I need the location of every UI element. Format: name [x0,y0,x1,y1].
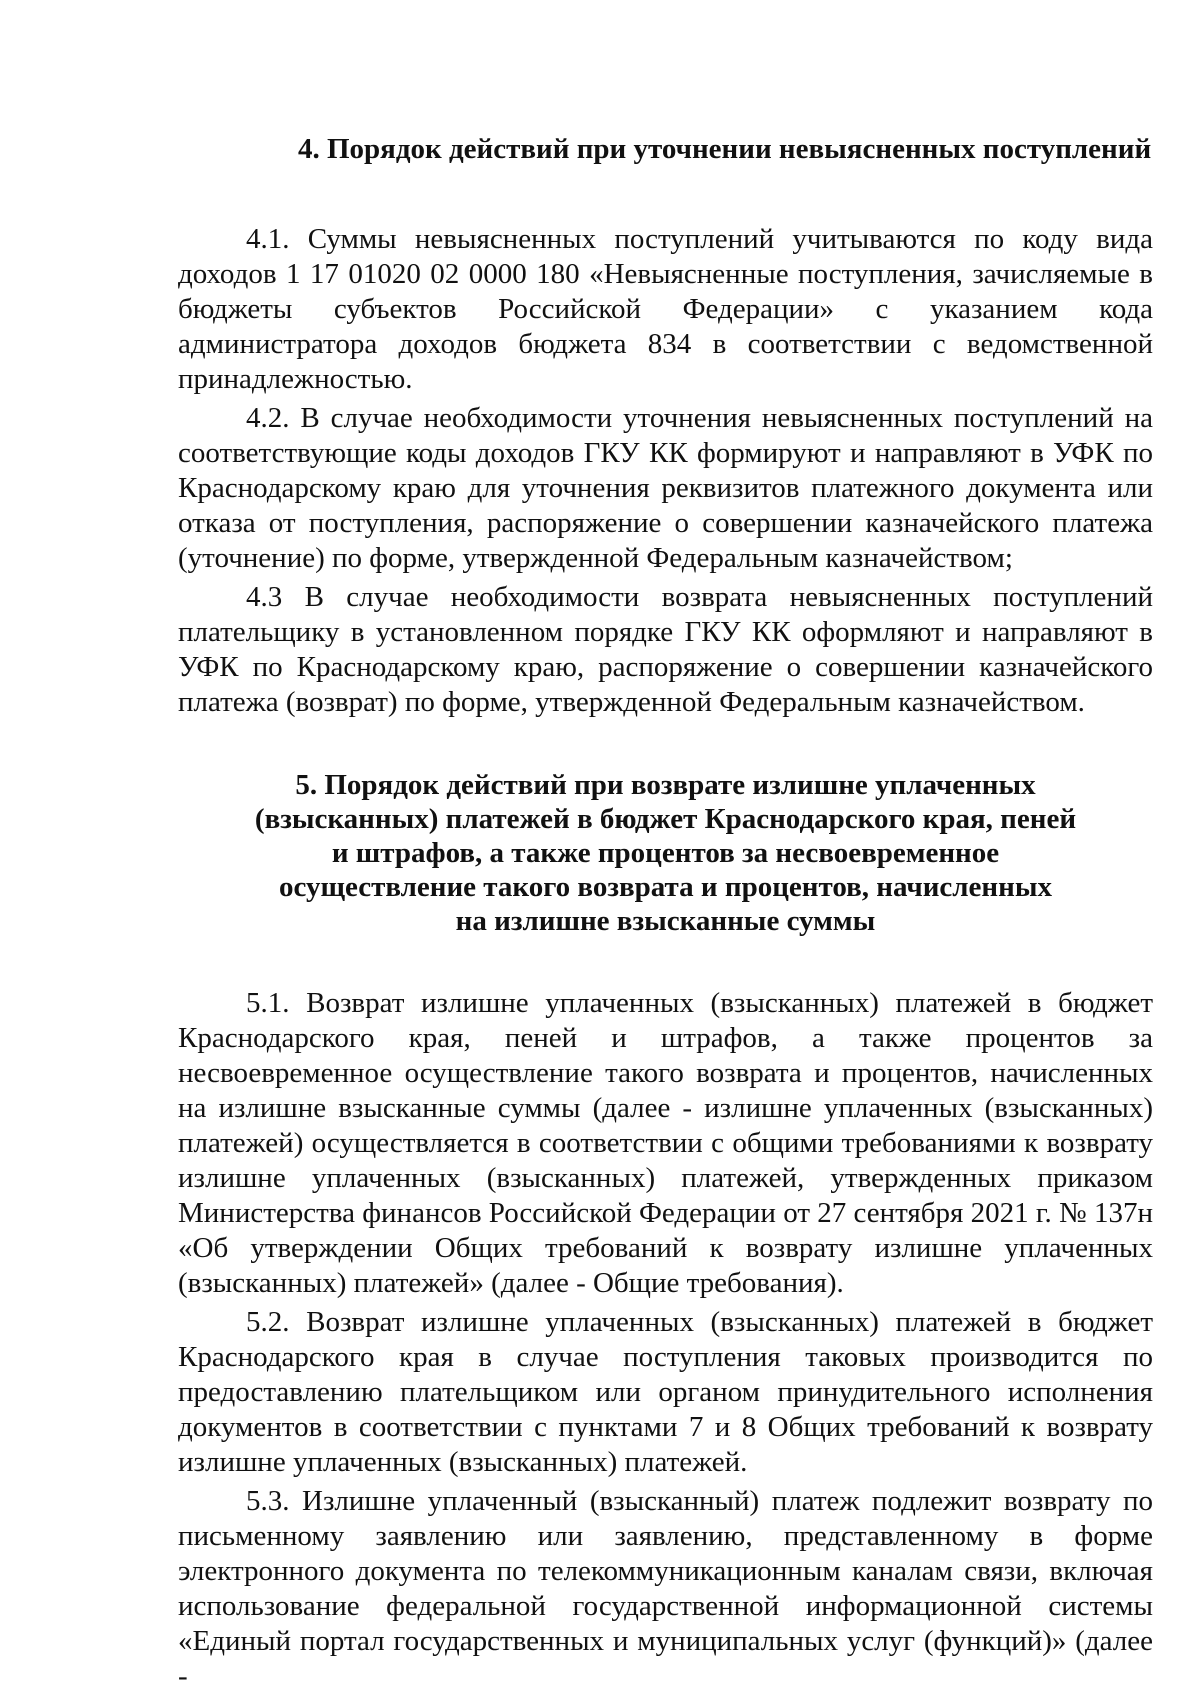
section-5-heading-line: (взысканных) платежей в бюджет Краснодарского края, пеней [254,803,1077,835]
section-4-heading: 4. Порядок действий при уточнении невыясненных поступлений [298,133,1152,165]
section-5-heading-line: осуществление такого возврата и процентов, начисленных [279,871,1052,903]
paragraph-5-3: 5.3. Излишне уплаченный (взысканный) платеж подлежит возврату по письменному заявлению или заявлению, представленному в форме электронного документа по телекоммуникационным каналам связи, включая использование федеральной государственной информационной системы «Единый портал государственных и муниципальных услуг (функций)» (далее - [178,1485,1153,1692]
paragraph-4-2: 4.2. В случае необходимости уточнения невыясненных поступлений на соответствующие коды доходов ГКУ КК формируют и направляют в УФК по Краснодарскому краю для уточнения реквизитов платежного документа или отказа от поступления, распоряжение о совершении казначейского платежа (уточнение) по форме, утвержденной Федеральным казначейством; [178,402,1153,574]
section-5-heading-line: 5. Порядок действий при возврате излишне уплаченных [295,769,1036,801]
section-5-heading [178,768,1153,938]
section-5-heading-line: на излишне взысканные суммы [455,905,876,937]
paragraph-5-1: 5.1. Возврат излишне уплаченных (взысканных) платежей в бюджет Краснодарского края, пеней и штрафов, а также процентов за несвоевременное осуществление такого возврата и процентов, начисленных на излишне взысканные суммы (далее - излишне уплаченных (взысканных) платежей) осуществляется в соответствии с общими требованиями к возврату излишне уплаченных (взысканных) платежей, утвержденных приказом Министерства финансов Российской Федерации от 27 сентября 2021 г. № 137н «Об утверждении Общих требований к возврату излишне уплаченных (взысканных) платежей» (далее - Общие требования). [178,987,1153,1299]
section-5-heading-line: и штрафов, а также процентов за несвоевременное [331,837,1000,869]
paragraph-5-2: 5.2. Возврат излишне уплаченных (взысканных) платежей в бюджет Краснодарского края в случае поступления таковых производится по предоставлению плательщиком или органом принудительного исполнения документов в соответствии с пунктами 7 и 8 Общих требований к возврату излишне уплаченных (взысканных) платежей. [178,1306,1153,1478]
paragraph-4-1: 4.1. Суммы невыясненных поступлений учитываются по коду вида доходов 1 17 01020 02 0000 180 «Невыясненные поступления, зачисляемые в бюджеты субъектов Российской Федерации» с указанием кода администратора доходов бюджета 834 в соответствии с ведомственной принадлежностью. [178,223,1153,395]
paragraph-4-3: 4.3 В случае необходимости возврата невыясненных поступлений плательщику в установленном порядке ГКУ КК оформляют и направляют в УФК по Краснодарскому краю, распоряжение о совершении казначейского платежа (возврат) по форме, утвержденной Федеральным казначейством. [178,581,1153,718]
document-body [178,132,1153,1698]
